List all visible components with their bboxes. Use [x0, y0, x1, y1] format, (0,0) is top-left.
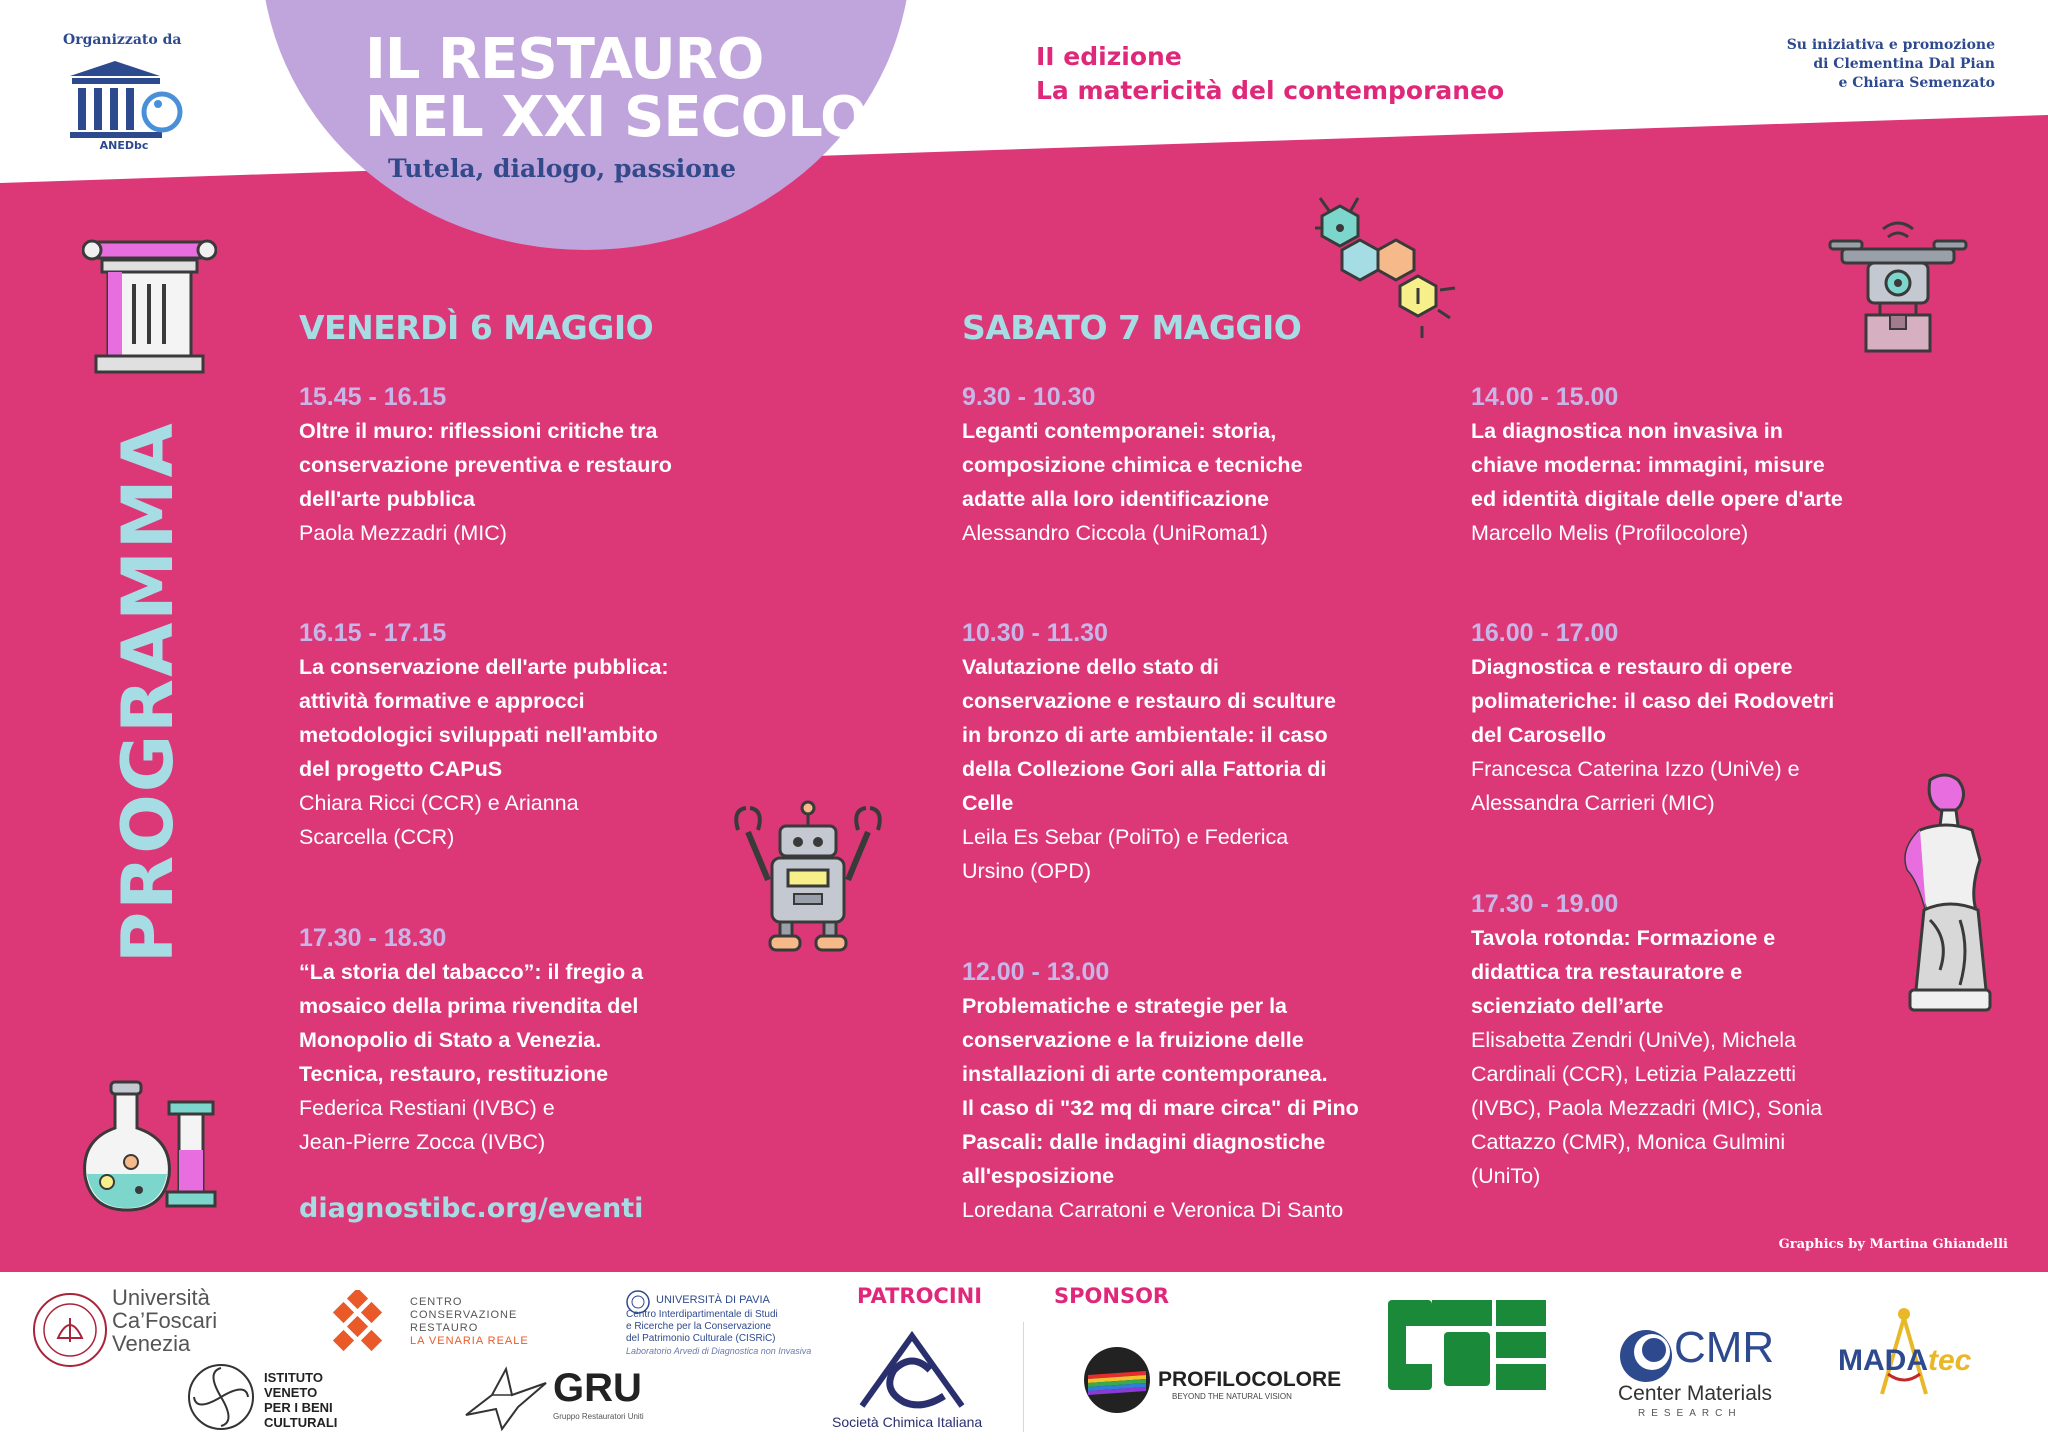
session-title-line: polimateriche: il caso dei Rodovetri — [1471, 689, 1835, 713]
ccr-logo-text — [410, 1296, 529, 1348]
venus-statue-icon — [1890, 770, 2000, 1015]
cts-sponsor-logo — [1388, 1296, 1550, 1394]
madatec-logo-text — [1838, 1344, 1971, 1378]
cafoscari-seal-logo — [30, 1290, 110, 1370]
pavia-sub: Laboratorio Arvedi di Diagnostica non Invasiva — [626, 1346, 812, 1356]
ccr-logo-mark — [325, 1290, 391, 1356]
title-line-1: IL RESTAURO — [365, 27, 764, 92]
session — [1471, 616, 1834, 820]
pavia-line: Centro Interdipartimentale di Studi — [626, 1309, 778, 1320]
day-title-saturday: SABATO 7 MAGGIO — [962, 308, 1302, 347]
ccr-sub: LA VENARIA REALE — [410, 1335, 529, 1347]
session-title-line: mosaico della prima rivendita del — [299, 994, 639, 1018]
session-speakers — [962, 516, 1303, 550]
session-speaker-line: (UniTo) — [1471, 1164, 1541, 1188]
session-title — [1471, 650, 1834, 752]
session-title-line: Tavola rotonda: Formazione e — [1471, 926, 1776, 950]
column-icon — [82, 236, 217, 376]
session-speakers — [962, 1193, 1359, 1227]
session-title — [299, 650, 669, 786]
session-title-line: Problematiche e strategie per la — [962, 994, 1288, 1018]
session-title-line: conservazione preventiva e restauro — [299, 453, 672, 477]
session-title — [1471, 921, 1822, 1023]
cafoscari-line: Venezia — [112, 1331, 191, 1356]
session-title-line: La conservazione dell'arte pubblica: — [299, 655, 669, 679]
ivbc-line: ISTITUTO — [264, 1370, 323, 1385]
session-title-line: Pascali: dalle indagini diagnostiche — [962, 1130, 1326, 1154]
session-title-line: scienziato dell’arte — [1471, 994, 1664, 1018]
session-time: 16.00 - 17.00 — [1471, 619, 1619, 647]
session-time: 17.30 - 19.00 — [1471, 890, 1619, 918]
edition-number: II edizione — [1036, 42, 1182, 71]
session-title-line: ed identità digitale delle opere d'arte — [1471, 487, 1843, 511]
session-title — [962, 989, 1359, 1193]
session — [1471, 380, 1843, 550]
session-title-line: installazioni di arte contemporanea. — [962, 1062, 1328, 1086]
session-title-line: didattica tra restauratore e — [1471, 960, 1743, 984]
session-speakers — [299, 516, 672, 550]
robot-icon — [728, 800, 888, 955]
session — [962, 380, 1303, 550]
graphics-credit: Graphics by Martina Ghiandelli — [1778, 1237, 2008, 1252]
madatec-tail: tec — [1928, 1344, 1972, 1377]
session-title-line: metodologici sviluppati nell'ambito — [299, 723, 658, 747]
sci-logo-mark — [852, 1330, 972, 1410]
session-title — [1471, 414, 1843, 516]
session-title-line: chiave moderna: immagini, misure — [1471, 453, 1825, 477]
session-title — [962, 650, 1336, 820]
session-time: 12.00 - 13.00 — [962, 958, 1110, 986]
session-title-line: Valutazione dello stato di — [962, 655, 1219, 679]
session-speaker-line: Jean-Pierre Zocca (IVBC) — [299, 1130, 546, 1154]
ivbc-line: VENETO — [264, 1385, 318, 1400]
session — [299, 616, 669, 854]
profilocolore-sub: BEYOND THE NATURAL VISION — [1172, 1392, 1292, 1401]
ivbc-logo-text — [264, 1370, 337, 1430]
anedbc-logo-text: ANEDbc — [99, 139, 149, 151]
session-title-line: Il caso di "32 mq di mare circa" di Pino — [962, 1096, 1359, 1120]
footer-divider — [1023, 1322, 1024, 1432]
programma-vertical-label: PROGRAMMA — [107, 421, 189, 963]
session-title-line: composizione chimica e tecniche — [962, 453, 1303, 477]
session-speaker-line: (IVBC), Paola Mezzadri (MIC), Sonia — [1471, 1096, 1823, 1120]
session-speakers — [1471, 516, 1843, 550]
session-speaker-line: Elisabetta Zendri (UniVe), Michela — [1471, 1028, 1797, 1052]
session-title-line: La diagnostica non invasiva in — [1471, 419, 1783, 443]
initiative-line: di Clementina Dal Pian — [1813, 56, 1995, 72]
session-speaker-line: Chiara Ricci (CCR) e Arianna — [299, 791, 579, 815]
anedbc-logo — [60, 56, 185, 151]
session-title-line: adatte alla loro identificazione — [962, 487, 1270, 511]
session-speaker-line: Cardinali (CCR), Letizia Palazzetti — [1471, 1062, 1796, 1086]
initiative-credit — [1675, 36, 1995, 93]
subtitle: Tutela, dialogo, passione — [388, 154, 737, 183]
sponsor-label: SPONSOR — [1054, 1284, 1170, 1308]
session-title-line: all'esposizione — [962, 1164, 1115, 1188]
day-title-friday: VENERDÌ 6 MAGGIO — [299, 308, 654, 347]
gru-crane-logo — [462, 1365, 550, 1433]
initiative-line: e Chiara Semenzato — [1838, 75, 1995, 91]
session-speakers — [962, 820, 1336, 888]
cmr-line: Center Materials — [1618, 1382, 1773, 1405]
session-title — [299, 414, 672, 516]
session-title-line: “La storia del tabacco”: il fregio a — [299, 960, 644, 984]
session-time: 16.15 - 17.15 — [299, 619, 447, 647]
session-speakers — [299, 1091, 643, 1159]
pavia-desc — [626, 1309, 811, 1357]
cmr-logo-mark — [1618, 1328, 1674, 1384]
pavia-logo-text — [656, 1294, 770, 1307]
madatec-main: MADA — [1838, 1344, 1928, 1377]
session-time: 10.30 - 11.30 — [962, 619, 1108, 647]
session — [962, 955, 1359, 1227]
session-speaker-line: Ursino (OPD) — [962, 859, 1092, 883]
drone-icon — [1828, 215, 1968, 355]
session — [299, 380, 672, 550]
pavia-title: UNIVERSITÀ DI PAVIA — [656, 1294, 770, 1306]
cmr-sub: RESEARCH — [1638, 1408, 1742, 1419]
ivbc-line: CULTURALI — [264, 1415, 338, 1430]
profilocolore-name: PROFILOCOLORE — [1158, 1368, 1342, 1391]
pavia-line: del Patrimonio Culturale (CISRiC) — [626, 1333, 776, 1344]
gru-name: GRU — [553, 1366, 642, 1410]
session — [962, 616, 1336, 888]
session-title-line: in bronzo di arte ambientale: il caso — [962, 723, 1328, 747]
session-speakers — [299, 786, 669, 854]
cafoscari-line: Università — [112, 1285, 210, 1310]
session-title-line: del Carosello — [1471, 723, 1607, 747]
lab-flasks-icon — [75, 1078, 225, 1218]
session-title-line: Monopolio di Stato a Venezia. — [299, 1028, 602, 1052]
session-speaker-line: Marcello Melis (Profilocolore) — [1471, 521, 1749, 545]
session-title-line: conservazione e restauro di sculture — [962, 689, 1336, 713]
session-title-line: della Collezione Gori alla Fattoria di — [962, 757, 1327, 781]
session-speaker-line: Alessandro Ciccola (UniRoma1) — [962, 521, 1268, 545]
session — [1471, 887, 1822, 1193]
session-title-line: Celle — [962, 791, 1014, 815]
sci-name: Società Chimica Italiana — [832, 1414, 983, 1430]
session-title-line: attività formative e approcci — [299, 689, 585, 713]
session — [299, 921, 643, 1159]
patrocini-label: PATROCINI — [857, 1284, 983, 1308]
session-speaker-line: Federica Restiani (IVBC) e — [299, 1096, 555, 1120]
session-title-line: Oltre il muro: riflessioni critiche tra — [299, 419, 658, 443]
session-speaker-line: Paola Mezzadri (MIC) — [299, 521, 507, 545]
ccr-line: CONSERVAZIONE — [410, 1309, 518, 1321]
session-title-line: Tecnica, restauro, restituzione — [299, 1062, 609, 1086]
molecule-icon — [1310, 188, 1465, 343]
ccr-line: CENTRO — [410, 1296, 463, 1308]
session-speaker-line: Alessandra Carrieri (MIC) — [1471, 791, 1715, 815]
session-speaker-line: Loredana Carratoni e Veronica Di Santo — [962, 1198, 1344, 1222]
session-speaker-line: Scarcella (CCR) — [299, 825, 455, 849]
session-title-line: dell'arte pubblica — [299, 487, 475, 511]
session-speaker-line: Cattazzo (CMR), Monica Gulmini — [1471, 1130, 1786, 1154]
pavia-line: e Ricerche per la Conservazione — [626, 1321, 772, 1332]
organizer-label: Organizzato da — [63, 32, 182, 48]
ivbc-line: PER I BENI — [264, 1400, 333, 1415]
ivbc-logo-mark — [186, 1362, 256, 1432]
session-time: 9.30 - 10.30 — [962, 383, 1096, 411]
ccr-line: RESTAURO — [410, 1322, 479, 1334]
edition-theme: La matericità del contemporaneo — [1036, 76, 1505, 105]
title-line-2: NEL XXI SECOLO — [365, 85, 867, 150]
initiative-line: Su iniziativa e promozione — [1786, 37, 1995, 53]
session-speaker-line: Francesca Caterina Izzo (UniVe) e — [1471, 757, 1800, 781]
session-speaker-line: Leila Es Sebar (PoliTo) e Federica — [962, 825, 1289, 849]
session-title — [299, 955, 643, 1091]
session-title-line: Leganti contemporanei: storia, — [962, 419, 1277, 443]
session-time: 17.30 - 18.30 — [299, 924, 447, 952]
session-speakers — [1471, 1023, 1822, 1193]
session-title — [962, 414, 1303, 516]
profilocolore-logo-mark — [1082, 1345, 1152, 1415]
session-title-line: Diagnostica e restauro di opere — [1471, 655, 1793, 679]
session-time: 15.45 - 16.15 — [299, 383, 447, 411]
session-title-line: conservazione e la fruizione delle — [962, 1028, 1304, 1052]
cafoscari-logo-text — [112, 1286, 217, 1355]
session-time: 14.00 - 15.00 — [1471, 383, 1619, 411]
cafoscari-line: Ca’Foscari — [112, 1308, 218, 1333]
session-speakers — [1471, 752, 1834, 820]
cmr-name: CMR — [1674, 1323, 1775, 1372]
gru-sub: Gruppo Restauratori Uniti — [553, 1412, 644, 1421]
website-link[interactable]: diagnostibc.org/eventi — [299, 1193, 644, 1224]
session-title-line: del progetto CAPuS — [299, 757, 503, 781]
